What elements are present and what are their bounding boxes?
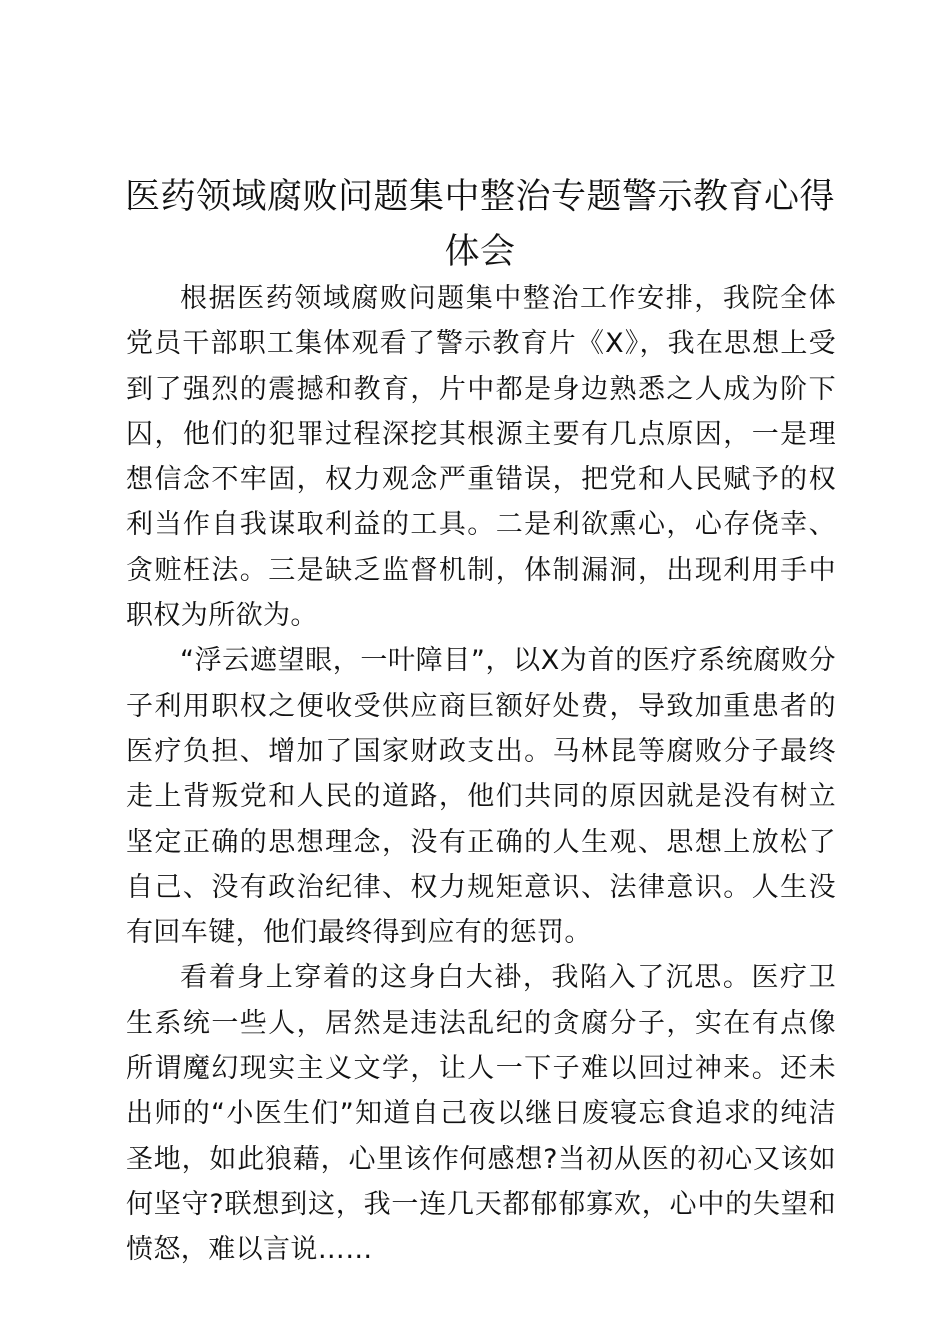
paragraph-1: 根据医药领域腐败问题集中整治工作安排，我院全体党员干部职工集体观看了警示教育片《X》，我在思想上受到了强烈的震撼和教育，片中都是身边熟悉之人成为阶下囚，他们的犯罪过程深挖其根源主要有几点原因，一是理想信念不牢固，权力观念严重错误，把党和人民赋予的权利当作自我谋取利益的工具。二是利欲熏心，心存侥幸、贪赃枉法。三是缺乏监督机制，体制漏洞，出现利用手中职权为所欲为。 xyxy=(126,283,836,632)
document-title: 医药领域腐败问题集中整治专题警示教育心得体会 xyxy=(124,177,835,272)
paragraph-2: “浮云遮望眼，一叶障目”，以X为首的医疗系统腐败分子利用职权之便收受供应商巨额好处费，导致加重患者的医疗负担、增加了国家财政支出。马林昆等腐败分子最终走上背叛党和人民的道路，他们共同的原因就是没有树立坚定正确的思想理念，没有正确的人生观、思想上放松了自己、没有政治纪律、权力规矩意识、法律意识。人生没有回车键，他们最终得到应有的惩罚。 xyxy=(126,645,836,949)
document-body xyxy=(126,276,836,1273)
paragraph-3: 看着身上穿着的这身白大褂，我陷入了沉思。医疗卫生系统一些人，居然是违法乱纪的贪腐分子，实在有点像所谓魔幻现实主义文学，让人一下子难以回过神来。还未出师的“小医生们”知道自己夜以继日废寝忘食追求的纯洁圣地，如此狼藉，心里该作何感想?当初从医的初心又该如何坚守?联想到这，我一连几天都郁郁寡欢，心中的失望和愤怒，难以言说…… xyxy=(126,962,836,1266)
